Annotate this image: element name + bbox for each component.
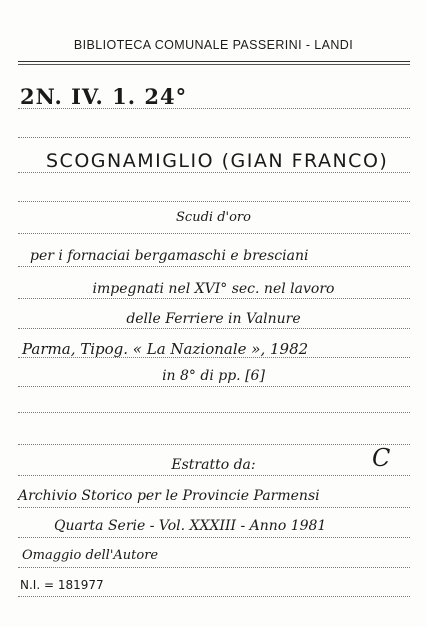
ruled-line (18, 233, 410, 234)
ruled-line (18, 266, 410, 267)
author-heading: SCOGNAMIGLIO (GIAN FRANCO) (46, 150, 389, 172)
inventory-number: N.I. = 181977 (20, 578, 104, 592)
source-title: Archivio Storico per le Provincie Parmensi (18, 488, 320, 504)
library-header: BIBLIOTECA COMUNALE PASSERINI - LANDI (73, 38, 354, 52)
source-series: Quarta Serie - Vol. XXXIII - Anno 1981 (54, 518, 327, 534)
ruled-line (18, 298, 410, 299)
title-line-1: Scudi d'oro (176, 210, 251, 225)
ruled-line (18, 137, 410, 138)
ruled-line (18, 172, 410, 173)
ruled-line (18, 596, 410, 597)
ruled-line (18, 328, 410, 329)
title-line-4: delle Ferriere in Valnure (126, 311, 301, 327)
ruled-line (18, 567, 410, 568)
imprint: Parma, Tipog. « La Nazionale », 1982 (22, 340, 309, 358)
format: in 8° di pp. [6] (162, 368, 265, 384)
ruled-line (18, 537, 410, 538)
title-line-3: impegnati nel XVI° sec. nel lavoro (92, 281, 335, 297)
ruled-line (18, 201, 410, 202)
title-line-2: per i fornaciai bergamaschi e bresciani (30, 248, 309, 264)
ruled-line (18, 386, 410, 387)
header-rule (18, 61, 410, 62)
donation-note: Omaggio dell'Autore (22, 548, 159, 563)
ruled-line (18, 412, 410, 413)
ruled-line (18, 475, 410, 476)
extract-label: Estratto da: (171, 457, 256, 473)
shelfmark: 2N. IV. 1. 24° (20, 84, 188, 109)
ruled-line (18, 444, 410, 445)
classification-mark: C (372, 444, 391, 472)
ruled-line (18, 507, 410, 508)
header-rule-double (18, 64, 410, 65)
